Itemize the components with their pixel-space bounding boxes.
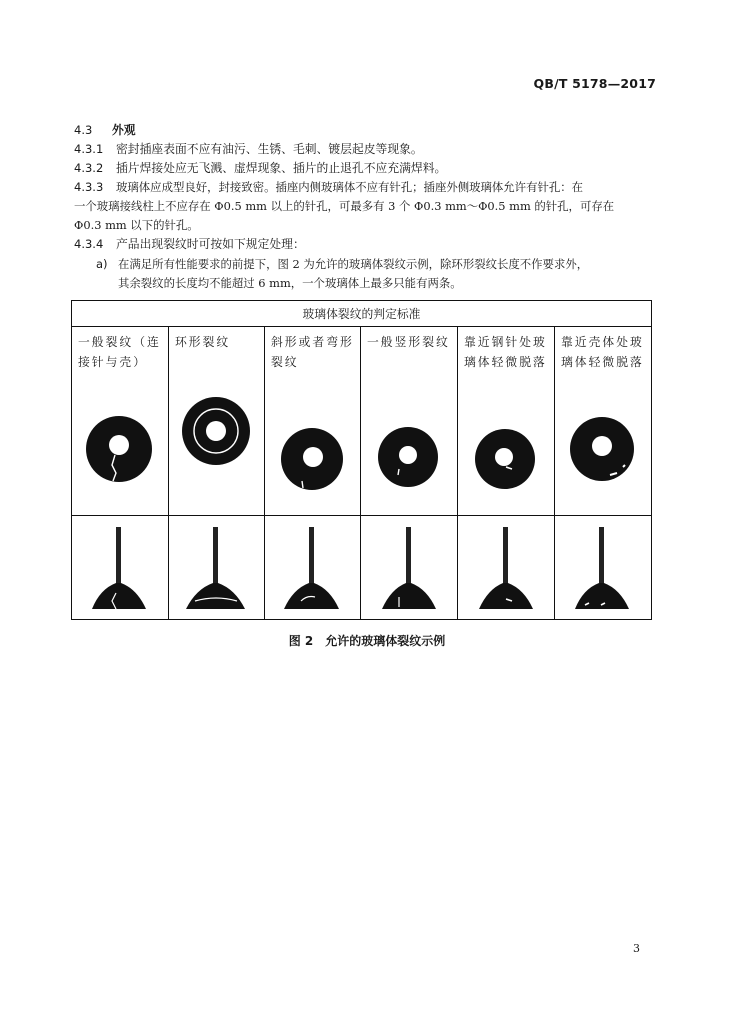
column-ring-crack xyxy=(169,327,265,619)
glass-side-view xyxy=(555,517,651,617)
column-chip-near-shell xyxy=(555,327,651,619)
glass-top-view xyxy=(555,397,651,497)
column-label: 靠近壳体处玻璃体轻微脱落 xyxy=(561,335,644,369)
clause-text: 玻璃体应成型良好，封接致密。插座内侧玻璃体不应有针孔；插座外侧玻璃体允许有针孔：在 xyxy=(116,180,584,194)
clause-4-3-2 xyxy=(74,160,446,176)
list-marker: a) xyxy=(96,257,108,271)
row-divider xyxy=(265,515,360,516)
column-label: 斜形或者弯形裂纹 xyxy=(271,335,354,369)
glass-top-view xyxy=(265,397,360,497)
glass-side-view-drawing xyxy=(265,517,359,617)
glass-side-view-drawing xyxy=(555,517,649,617)
glass-top-view-drawing xyxy=(72,397,167,497)
glass-side-view-drawing xyxy=(458,517,553,617)
row-divider xyxy=(555,515,651,516)
column-label: 一般竖形裂纹 xyxy=(367,335,450,349)
glass-top-view-drawing xyxy=(169,397,263,497)
row-divider xyxy=(72,515,168,516)
column-label: 一般裂纹（连接针与壳） xyxy=(78,335,161,369)
clause-text: 产品出现裂纹时可按如下规定处理： xyxy=(116,237,305,251)
column-general-crack xyxy=(72,327,169,619)
clause-text: 密封插座表面不应有油污、生锈、毛刺、镀层起皮等现象。 xyxy=(116,142,423,156)
page-number: 3 xyxy=(633,942,640,955)
column-vertical-crack xyxy=(361,327,458,619)
glass-top-view xyxy=(72,397,168,497)
row-divider xyxy=(169,515,264,516)
glass-top-view-drawing xyxy=(361,397,456,497)
clause-4-3-4 xyxy=(74,236,305,252)
clause-number: 4.3.3 xyxy=(74,180,104,194)
section-4-3 xyxy=(74,122,136,138)
figure-caption: 图 2 允许的玻璃体裂纹示例 xyxy=(288,634,446,648)
crack-criteria-table xyxy=(71,300,652,620)
standard-number: QB/T 5178—2017 xyxy=(533,76,656,91)
glass-top-view-drawing xyxy=(265,397,359,497)
row-divider xyxy=(361,515,457,516)
glass-top-view xyxy=(169,397,264,497)
glass-top-view-drawing xyxy=(555,397,649,497)
list-item-text: 在满足所有性能要求的前提下，图 2 为允许的玻璃体裂纹示例，除环形裂纹长度不作要求外， xyxy=(118,257,589,271)
glass-side-view xyxy=(265,517,360,617)
column-oblique-crack xyxy=(265,327,361,619)
clause-4-3-3-cont: Φ0.3 mm 以下的针孔。 xyxy=(74,218,199,232)
list-item-a-cont: 其余裂纹的长度均不能超过 6 mm，一个玻璃体上最多只能有两条。 xyxy=(118,276,462,290)
clause-number: 4.3.4 xyxy=(74,237,104,251)
clause-4-3-3 xyxy=(74,179,583,195)
glass-side-view xyxy=(361,517,457,617)
clause-text: 插片焊接处应无飞溅、虚焊现象、插片的止退孔不应充满焊料。 xyxy=(116,161,447,175)
glass-top-view-drawing xyxy=(458,397,553,497)
list-item-a xyxy=(96,256,588,272)
glass-side-view-drawing xyxy=(361,517,456,617)
section-heading: 外观 xyxy=(112,123,136,137)
clause-4-3-1 xyxy=(74,141,423,157)
column-label: 靠近钢针处玻璃体轻微脱落 xyxy=(464,335,547,369)
glass-top-view xyxy=(361,397,457,497)
table-title: 玻璃体裂纹的判定标准 xyxy=(72,301,651,327)
glass-side-view xyxy=(72,517,168,617)
glass-side-view xyxy=(169,517,264,617)
glass-side-view xyxy=(458,517,554,617)
glass-top-view xyxy=(458,397,554,497)
clause-number: 4.3.2 xyxy=(74,161,104,175)
column-chip-near-pin xyxy=(458,327,555,619)
row-divider xyxy=(458,515,554,516)
glass-side-view-drawing xyxy=(169,517,263,617)
column-label: 环形裂纹 xyxy=(175,335,231,349)
glass-side-view-drawing xyxy=(72,517,167,617)
clause-4-3-3-cont: 一个玻璃接线柱上不应存在 Φ0.5 mm 以上的针孔，可最多有 3 个 Φ0.3 mm～Φ0.5 mm 的针孔，可存在 xyxy=(74,199,615,213)
clause-number: 4.3.1 xyxy=(74,142,104,156)
section-number: 4.3 xyxy=(74,123,93,137)
